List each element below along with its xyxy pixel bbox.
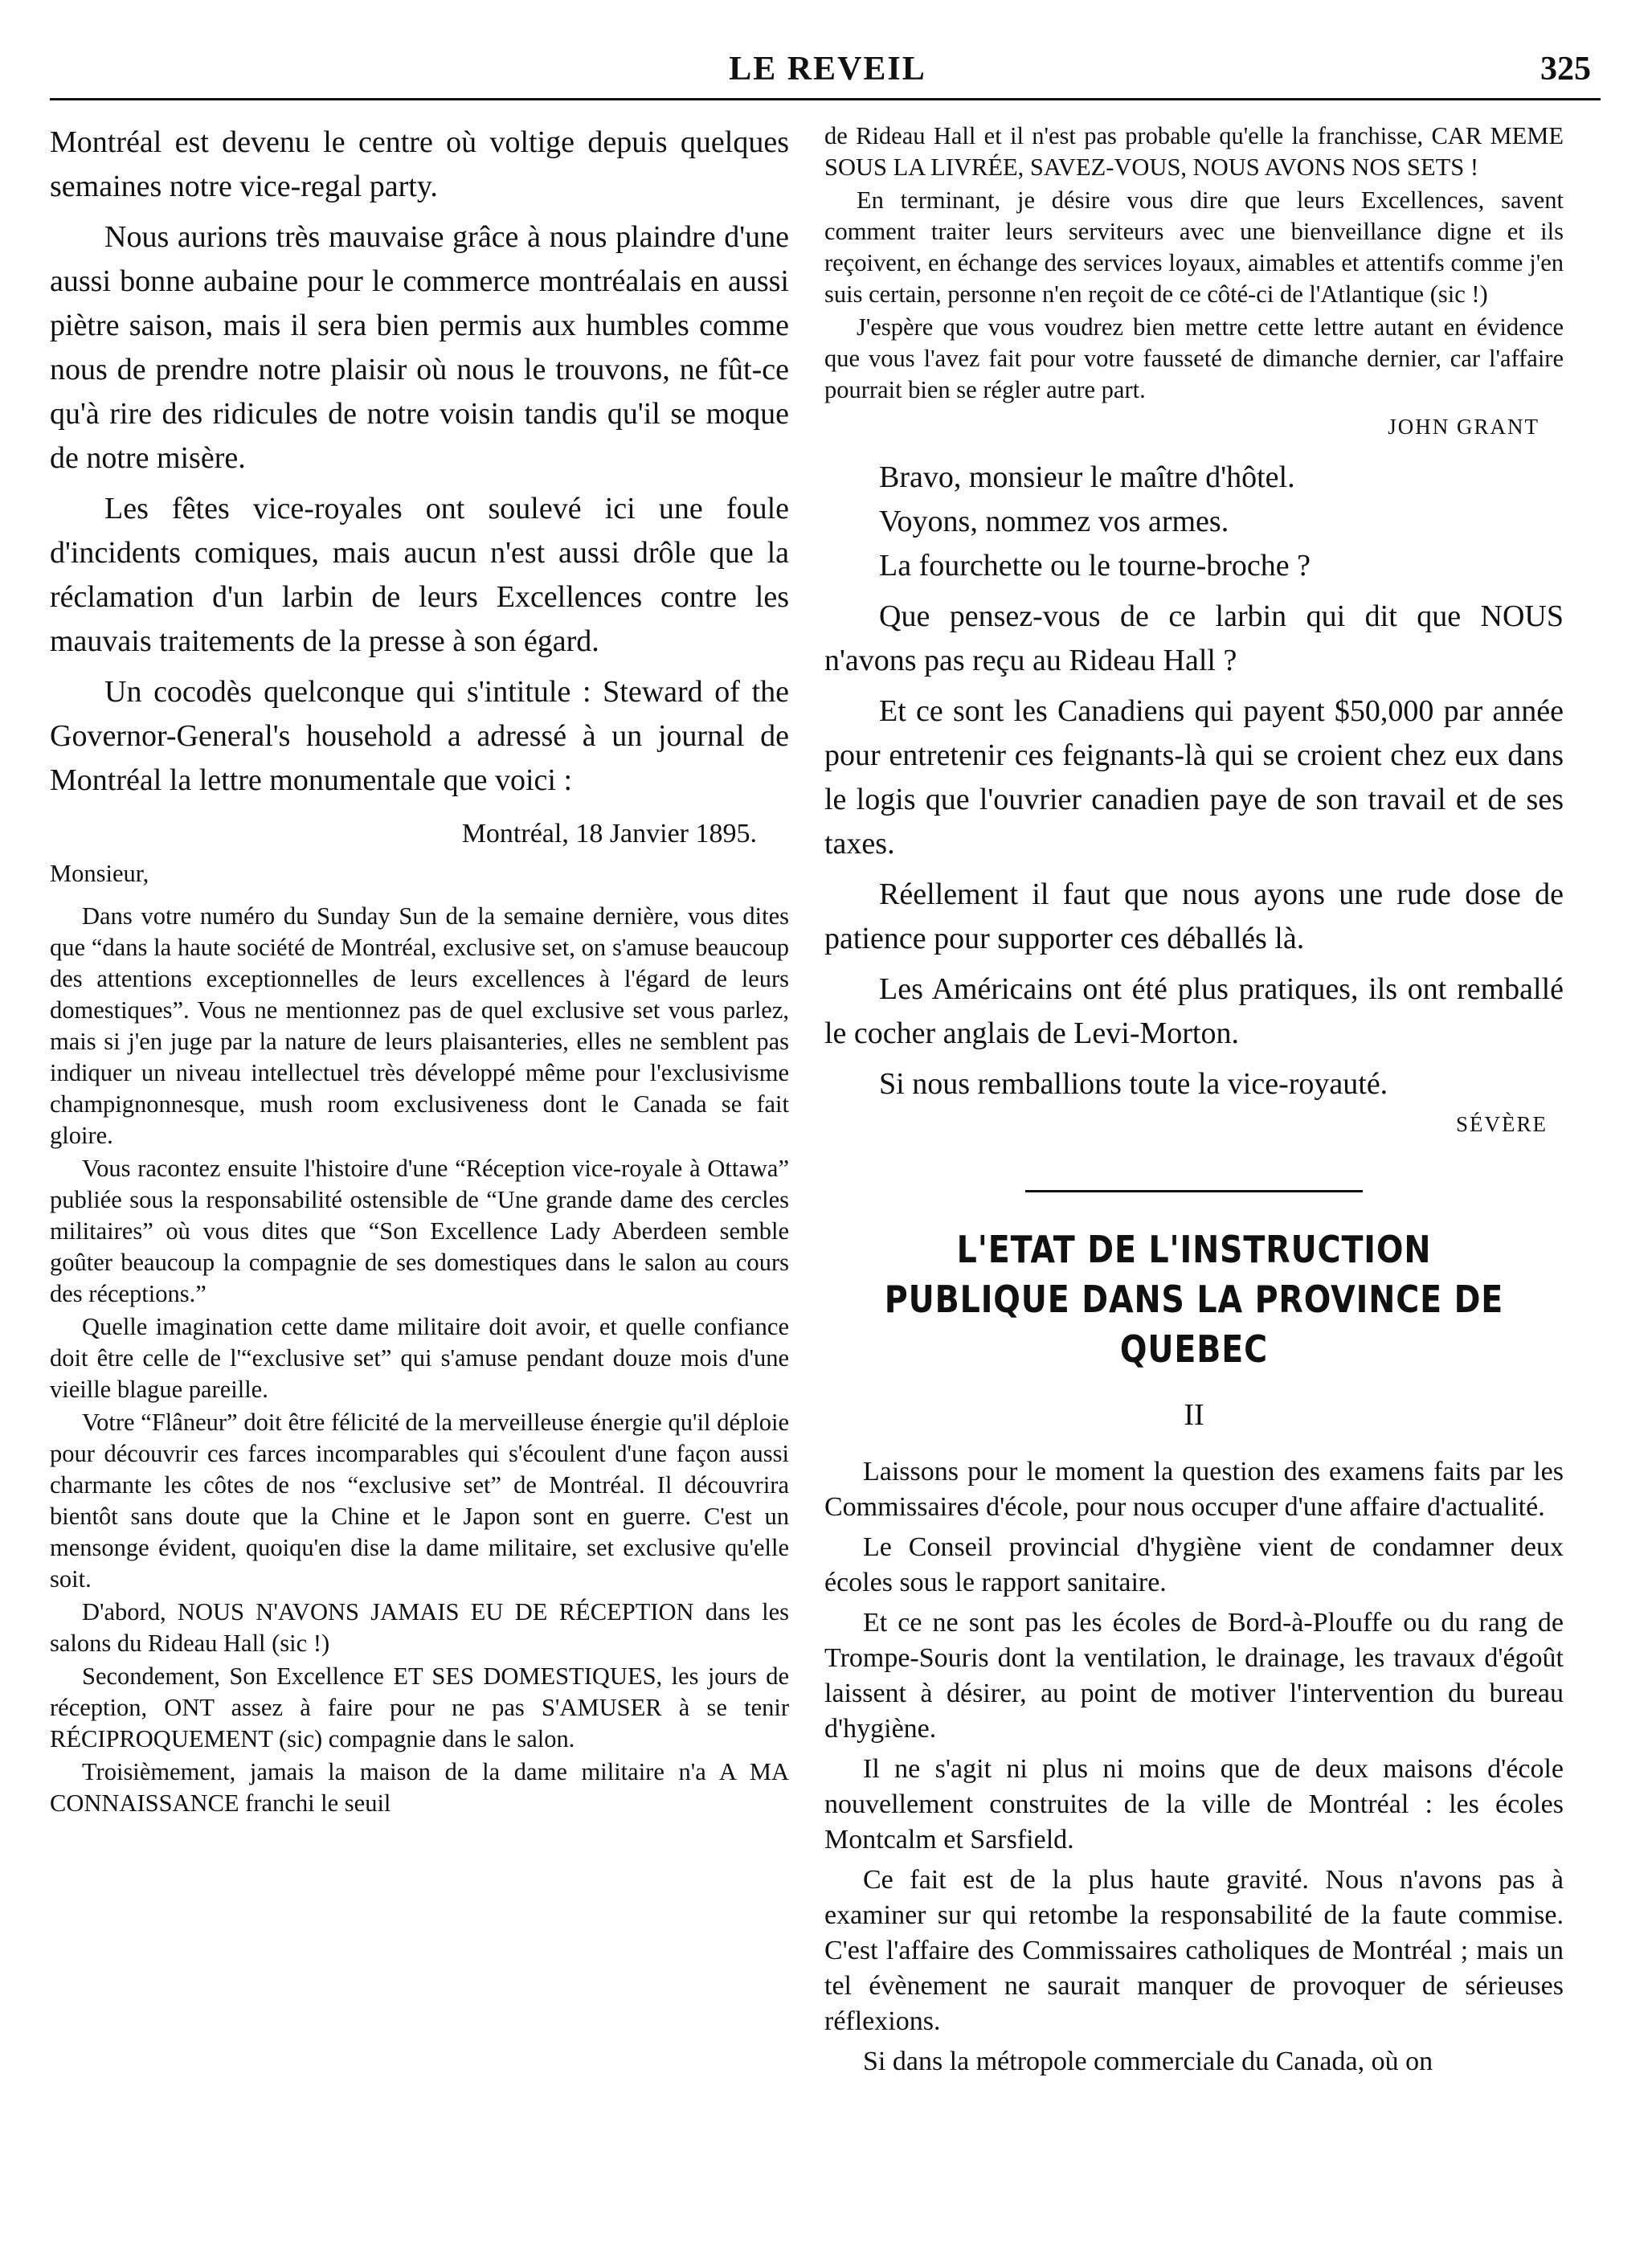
page-header bbox=[64, 50, 1591, 98]
right-column bbox=[824, 121, 1564, 2079]
letter-paragraph: Votre “Flâneur” doit être félicité de la merveilleuse énergie qu'il déploie pour découvrir ces farces incomparables qui s'écoulent d'une façon aussi charmante les côtes de nos “exclusive set” de Montréal. Il découvrira bientôt sans doute que la Chine et le Japon sont en guerre. C'est un mensonge évident, quoiqu'en dise la dame militaire, set exclusive qu'elle soit. bbox=[50, 1409, 789, 1593]
article-paragraph: Nous aurions très mauvaise grâce à nous plaindre d'une aussi bonne aubaine pour le commerce montréalais en aussi piètre saison, mais il sera bien permis aux humbles comme nous de prendre notre plaisir où nous le trouvons, ne fût-ce qu'à rire des ridicules de notre voisin tandis qu'il se moque de notre misère. bbox=[50, 220, 789, 475]
left-column bbox=[50, 121, 789, 1819]
letter-salutation: Monsieur, bbox=[50, 860, 149, 887]
section-paragraph: Laissons pour le moment la question des examens faits par les Commissaires d'école, pour nous occuper d'une affaire d'actualité. bbox=[824, 1457, 1564, 1522]
letter-paragraph: J'espère que vous voudrez bien mettre cette lettre autant en évidence que vous l'avez fait pour votre fausseté de dimanche dernier, car l'affaire pourrait bien se régler autre part. bbox=[824, 313, 1564, 403]
letter-paragraph: de Rideau Hall et il n'est pas probable qu'elle la franchisse, CAR MEME SOUS LA LIVRÉE, SAVEZ-VOUS, NOUS AVONS NOS SETS ! bbox=[824, 122, 1564, 181]
section-paragraph: Ce fait est de la plus haute gravité. Nous n'avons pas à examiner sur qui retombe la responsabilité de la faute commise. C'est l'affaire des Commissaires catholiques de Montréal ; mais un tel évènement ne saurait manquer de provoquer de sérieuses réflexions. bbox=[824, 1865, 1564, 2036]
letter-paragraph: Troisièmement, jamais la maison de la dame militaire n'a A MA CONNAISSANCE franchi le seuil bbox=[50, 1758, 789, 1817]
letter-paragraph: Vous racontez ensuite l'histoire d'une “Réception vice-royale à Ottawa” publiée sous la responsabilité ostensible de “Une grande dame des cercles militaires” où vous dites que “Son Excellence Lady Aberdeen semble goûter beaucoup la compagnie de ses domestiques dans le salon au cours des réceptions.” bbox=[50, 1155, 789, 1307]
commentary-line: La fourchette ou le tourne-broche ? bbox=[879, 549, 1311, 583]
commentary-signature: SÉVÈRE bbox=[1455, 1112, 1548, 1136]
commentary-paragraph: Si nous remballions toute la vice-royauté. bbox=[879, 1067, 1388, 1101]
commentary-paragraph: Et ce sont les Canadiens qui payent $50,000 par année pour entretenir ces feignants-là qui se croient chez eux dans le logis que l'ouvrier canadien paye de son travail et de ses taxes. bbox=[824, 694, 1564, 861]
commentary-paragraph: Réellement il faut que nous ayons une rude dose de patience pour supporter ces déballés là. bbox=[824, 877, 1564, 955]
letter-paragraph: Quelle imagination cette dame militaire doit avoir, et quelle confiance doit être celle de l'“exclusive set” qui s'amuse pendant douze mois d'une vieille blague pareille. bbox=[50, 1313, 789, 1403]
commentary bbox=[824, 456, 1564, 1106]
commentary-line: Voyons, nommez vos armes. bbox=[879, 505, 1229, 538]
article-paragraph: Les fêtes vice-royales ont soulevé ici une foule d'incidents comiques, mais aucun n'est aussi drôle que la réclamation d'un larbin de leurs Excellences contre les mauvais traitements de la presse à son égard. bbox=[50, 492, 789, 658]
page-number: 325 bbox=[1540, 51, 1591, 88]
section-number: II bbox=[1184, 1398, 1204, 1432]
letter-signature: JOHN GRANT bbox=[1388, 415, 1540, 439]
section-paragraph: Et ce ne sont pas les écoles de Bord-à-Plouffe ou du rang de Trompe-Souris dont la ventilation, le drainage, les travaux d'égoût laissent à désirer, au point de motiver l'intervention du bureau d'hygiène. bbox=[824, 1608, 1564, 1744]
section-paragraph: Le Conseil provincial d'hygiène vient de condamner deux écoles sous le rapport sanitaire. bbox=[824, 1532, 1564, 1597]
letter-dateline: Montréal, 18 Janvier 1895. bbox=[461, 819, 757, 849]
letter-paragraph: En terminant, je désire vous dire que leurs Excellences, savent comment traiter leurs serviteurs avec une bienveillance digne et ils reçoivent, en échange des services loyaux, aimables et attentifs comme j'en suis certain, personne n'en reçoit de ce côté-ci de l'Atlantique (sic !) bbox=[824, 186, 1564, 308]
section-heading: L'ETAT DE L'INSTRUCTION PUBLIQUE DANS LA PROVINCE DE QUEBEC bbox=[884, 1228, 1504, 1371]
section-divider bbox=[1025, 1190, 1363, 1192]
header-rule bbox=[50, 98, 1601, 100]
section-paragraph: Si dans la métropole commerciale du Canada, où on bbox=[863, 2047, 1433, 2076]
letter-paragraph: Secondement, Son Excellence ET SES DOMESTIQUES, les jours de réception, ONT assez à faire pour ne pas S'AMUSER à se tenir RÉCIPROQUEMENT (sic) compagnie dans le salon. bbox=[50, 1662, 789, 1752]
newspaper-title: LE REVEIL bbox=[729, 51, 926, 88]
section-paragraph: Il ne s'agit ni plus ni moins que de deux maisons d'école nouvellement construites de la ville de Montréal : les écoles Montcalm et Sarsfield. bbox=[824, 1754, 1564, 1855]
letter-paragraph: Dans votre numéro du Sunday Sun de la semaine dernière, vous dites que “dans la haute société de Montréal, exclusive set, on s'amuse beaucoup des attentions exceptionnelles de leurs excellences à l'égard de leurs domestiques”. Vous ne mentionnez pas de quel exclusive set vous parlez, mais si j'en juge par la nature de leurs plaisanteries, elles ne semblent pas indiquer un niveau intellectuel très développé même pour l'exclusivisme champignonnesque, mush room exclusiveness dont le Canada se fait gloire. bbox=[50, 902, 789, 1149]
article-paragraph: Un cocodès quelconque qui s'intitule : Steward of the Governor-General's household a adressé à un journal de Montréal la lettre monumentale que voici : bbox=[50, 675, 789, 797]
commentary-paragraph: Que pensez-vous de ce larbin qui dit que NOUS n'avons pas reçu au Rideau Hall ? bbox=[824, 599, 1564, 677]
article-paragraph: Montréal est devenu le centre où voltige depuis quelques semaines notre vice-regal party. bbox=[50, 125, 789, 203]
letter-paragraph: D'abord, NOUS N'AVONS JAMAIS EU DE RÉCEPTION dans les salons du Rideau Hall (sic !) bbox=[50, 1598, 789, 1657]
commentary-paragraph: Les Américains ont été plus pratiques, ils ont remballé le cocher anglais de Levi-Morton. bbox=[824, 972, 1564, 1050]
commentary-line: Bravo, monsieur le maître d'hôtel. bbox=[879, 460, 1295, 494]
